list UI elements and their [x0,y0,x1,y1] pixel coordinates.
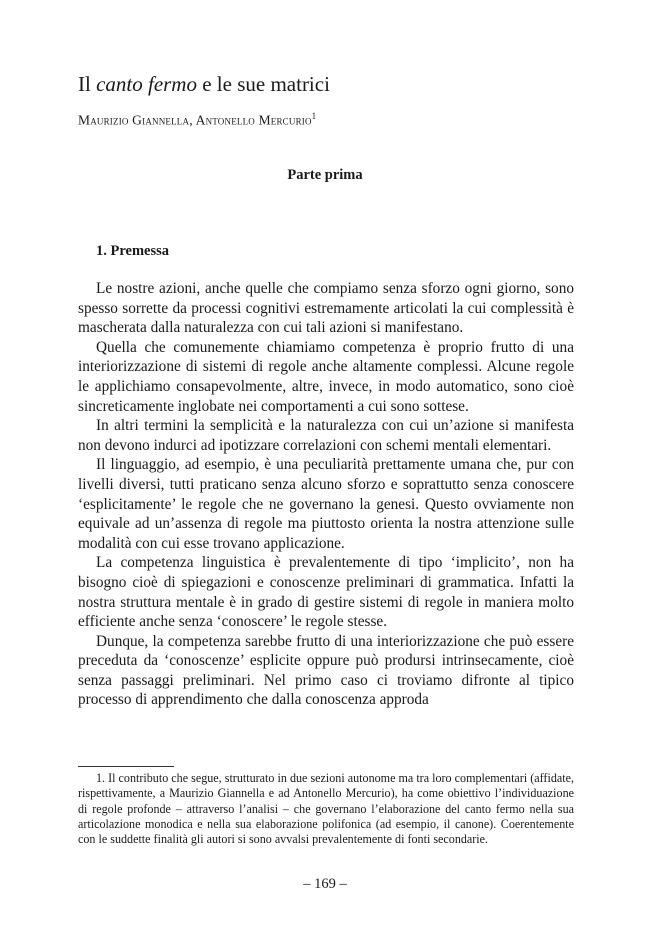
footnote-text: 1. Il contributo che segue, strutturato in due sezioni autonome ma tra loro complementari (affidate, rispettivamente, a Maurizio Giannella e ad Antonello Mercurio), ha come obiettivo l’individuazione di regole profonde – attraverso l’analisi – che governano l’elaborazione del canto fermo nella sua articolazione monodica e nella sua elaborazione polifonica (ad esempio, il canone). Coerentemente con le suddette finalità gli autori si sono avvalsi prevalentemente di fonti secondarie. [78,771,574,847]
section-heading: 1. Premessa [96,243,170,259]
authors-names: Maurizio Giannella, Antonello Mercurio [78,112,312,128]
footnote-reference[interactable]: 1 [311,111,317,121]
paragraph: Le nostre azioni, anche quelle che compiamo senza sforzo ogni giorno, sono spesso sorrette da processi cognitivi estremamente articolati la cui complessità è mascherata dalla naturalezza con cui tali azioni si manifestano. [78,280,574,337]
paragraph: La competenza linguistica è prevalentemente di tipo ‘implicito’, non ha bisogno cioè di spiegazioni e conoscenze preliminari di grammatica. Infatti la nostra struttura mentale è in grado di gestire sistemi di regole in maniera molto efficiente anche senza ‘conoscere’ le regole stesse. [78,554,574,631]
part-heading: Parte prima [287,167,363,183]
paragraph: Il linguaggio, ad esempio, è una peculiarità prettamente umana che, pur con livelli diversi, tutti praticano senza alcuno sforzo e soprattutto senza conoscere ‘esplicitamente’ le regole che ne governano la genesi. Questo ovviamente non equivale ad un’assenza di regole ma piuttosto orienta la nostra attenzione sulle modalità con cui esse trovano applicazione. [78,456,574,552]
title-suffix: e le sue matrici [196,72,330,96]
paragraph: Dunque, la competenza sarebbe frutto di una interiorizzazione che può essere preceduta da ‘conoscenze’ esplicite oppure può prodursi intrinsecamente, cioè senza passaggi preliminari. Nel primo caso ci troviamo difronte al tipico processo di apprendimento che dalla conoscenza approda [78,632,574,709]
body-text [78,279,574,710]
article-title [78,72,330,97]
paragraph: In altri termini la semplicità e la naturalezza con cui un’azione si manifesta non devono indurci ad ipotizzare correlazioni con schemi mentali elementari. [78,417,574,454]
title-italic: canto fermo [96,72,197,96]
footnote-divider [78,766,174,767]
article-authors [78,111,316,129]
page-number: – 169 – [303,876,347,892]
paragraph: Quella che comunemente chiamiamo competenza è proprio frutto di una interiorizzazione di sistemi di regole anche altamente complessi. Alcune regole le applichiamo consapevolmente, altre, invece, in modo automatico, sono cioè sincreticamente inglobate nei comportamenti a cui sono sottese. [78,338,574,415]
title-prefix: Il [78,72,97,96]
footnote [78,771,574,847]
